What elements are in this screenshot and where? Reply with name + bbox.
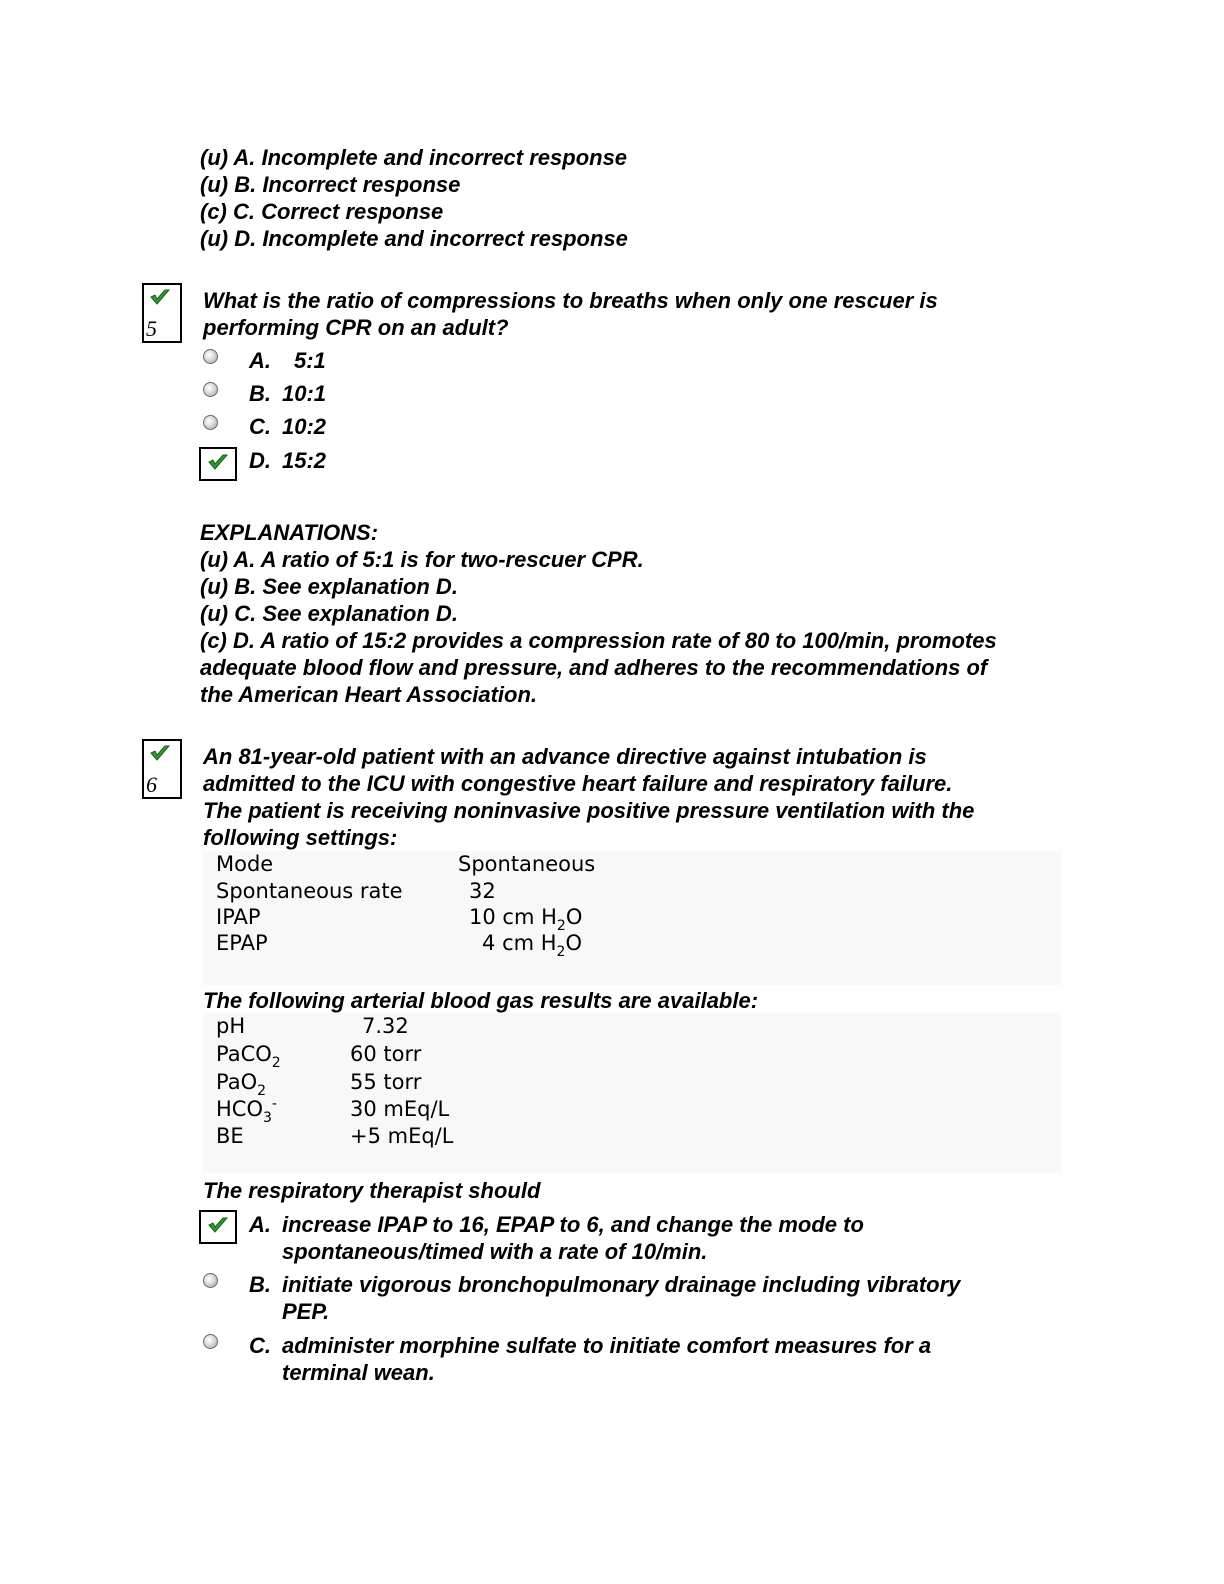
option-b-radio[interactable] bbox=[203, 1273, 218, 1288]
ventilator-settings-table bbox=[203, 851, 1061, 985]
option-d-correct-marker[interactable] bbox=[199, 447, 237, 481]
question-number: 6 bbox=[146, 772, 157, 797]
setting-value: 32 bbox=[469, 879, 496, 903]
option-text-line: spontaneous/timed with a rate of 10/min. bbox=[282, 1239, 708, 1264]
explanation-line: the American Heart Association. bbox=[200, 682, 538, 707]
checkmark-icon bbox=[149, 743, 171, 763]
option-a-radio[interactable] bbox=[203, 349, 218, 364]
question-6-text bbox=[203, 743, 974, 851]
explanation-line: (u) B. Incorrect response bbox=[200, 172, 461, 197]
explanation-line: (u) D. Incomplete and incorrect response bbox=[200, 226, 628, 251]
option-letter: B. bbox=[249, 1272, 271, 1297]
explanation-line: (c) C. Correct response bbox=[200, 199, 444, 224]
question-line: The patient is receiving noninvasive positive pressure ventilation with the bbox=[203, 798, 975, 823]
abg-intro: The following arterial blood gas results are available: bbox=[203, 988, 759, 1013]
setting-value: Spontaneous bbox=[458, 852, 596, 876]
explanation-line: adequate blood flow and pressure, and adheres to the recommendations of bbox=[200, 655, 988, 680]
question-stem: The respiratory therapist should bbox=[203, 1178, 541, 1203]
option-letter: C. bbox=[249, 414, 271, 439]
option-letter: C. bbox=[249, 1333, 271, 1358]
question-5-text bbox=[203, 287, 938, 341]
question-line: What is the ratio of compressions to breaths when only one rescuer is bbox=[203, 288, 938, 313]
explanation-line: (u) C. See explanation D. bbox=[200, 601, 458, 626]
question-number: 5 bbox=[146, 316, 157, 341]
setting-label: IPAP bbox=[216, 905, 261, 929]
setting-value: 4 cm $H_2O$ bbox=[482, 931, 582, 960]
option-text-line: administer morphine sulfate to initiate comfort measures for a bbox=[282, 1333, 932, 1358]
question-line: admitted to the ICU with congestive heart failure and respiratory failure. bbox=[203, 771, 953, 796]
setting-label: EPAP bbox=[216, 931, 268, 955]
abg-label: pH bbox=[216, 1014, 246, 1038]
question-line: following settings: bbox=[203, 825, 398, 850]
option-letter: B. bbox=[249, 381, 271, 406]
setting-value: 10 cm $H_2O$ bbox=[469, 905, 583, 934]
explanation-line: (u) B. See explanation D. bbox=[200, 574, 458, 599]
option-text: 10:1 bbox=[282, 381, 327, 406]
abg-value: 7.32 bbox=[362, 1014, 409, 1038]
checkmark-icon bbox=[207, 1215, 229, 1235]
option-text-line: increase IPAP to 16, EPAP to 6, and change the mode to bbox=[282, 1212, 864, 1237]
option-c-radio[interactable] bbox=[203, 415, 218, 430]
option-text: 10:2 bbox=[282, 414, 327, 439]
option-text-line: terminal wean. bbox=[282, 1360, 435, 1385]
question-line: performing CPR on an adult? bbox=[203, 315, 509, 340]
option-c-radio[interactable] bbox=[203, 1334, 218, 1349]
abg-value: 55 torr bbox=[350, 1070, 422, 1094]
explanation-line: (u) A. A ratio of 5:1 is for two-rescuer CPR. bbox=[200, 547, 644, 572]
settings-row-rate bbox=[216, 878, 403, 905]
option-letter: A. bbox=[249, 1212, 271, 1237]
explanation-line: (c) D. A ratio of 15:2 provides a compression rate of 80 to 100/min, promotes bbox=[200, 628, 997, 653]
settings-row-epap bbox=[216, 930, 268, 957]
setting-label: Spontaneous rate bbox=[216, 879, 403, 903]
abg-results-table bbox=[203, 1013, 1061, 1173]
abg-label: PaO$_2$ bbox=[216, 1070, 267, 1099]
settings-row-mode bbox=[216, 851, 273, 878]
abg-label: PaCO$_2$ bbox=[216, 1042, 281, 1071]
option-b-radio[interactable] bbox=[203, 382, 218, 397]
abg-value: +5 mEq/L bbox=[350, 1124, 454, 1148]
option-text: 15:2 bbox=[282, 448, 327, 473]
option-text-line: PEP. bbox=[282, 1299, 330, 1324]
question-line: An 81-year-old patient with an advance directive against intubation is bbox=[203, 744, 927, 769]
question-6-marker bbox=[142, 739, 182, 799]
explanations-heading: EXPLANATIONS: bbox=[200, 520, 379, 545]
option-letter: D. bbox=[249, 448, 271, 473]
option-text-line: initiate vigorous bronchopulmonary drainage including vibratory bbox=[282, 1272, 961, 1297]
setting-label: Mode bbox=[216, 852, 274, 876]
checkmark-icon bbox=[149, 287, 171, 307]
checkmark-icon bbox=[207, 452, 229, 472]
question-5-marker bbox=[142, 283, 182, 343]
option-a-correct-marker[interactable] bbox=[199, 1210, 237, 1244]
abg-value: 30 mEq/L bbox=[350, 1097, 450, 1121]
abg-label: $HCO_3^-$ bbox=[216, 1096, 277, 1126]
explanation-line: (u) A. Incomplete and incorrect response bbox=[200, 145, 628, 170]
settings-row-ipap bbox=[216, 904, 261, 931]
abg-value: 60 torr bbox=[350, 1042, 422, 1066]
previous-explanations bbox=[200, 144, 628, 252]
option-letter: A. bbox=[249, 348, 271, 373]
abg-label: BE bbox=[216, 1124, 244, 1148]
question-5-explanations bbox=[200, 519, 997, 708]
option-text: 5:1 bbox=[294, 348, 326, 373]
